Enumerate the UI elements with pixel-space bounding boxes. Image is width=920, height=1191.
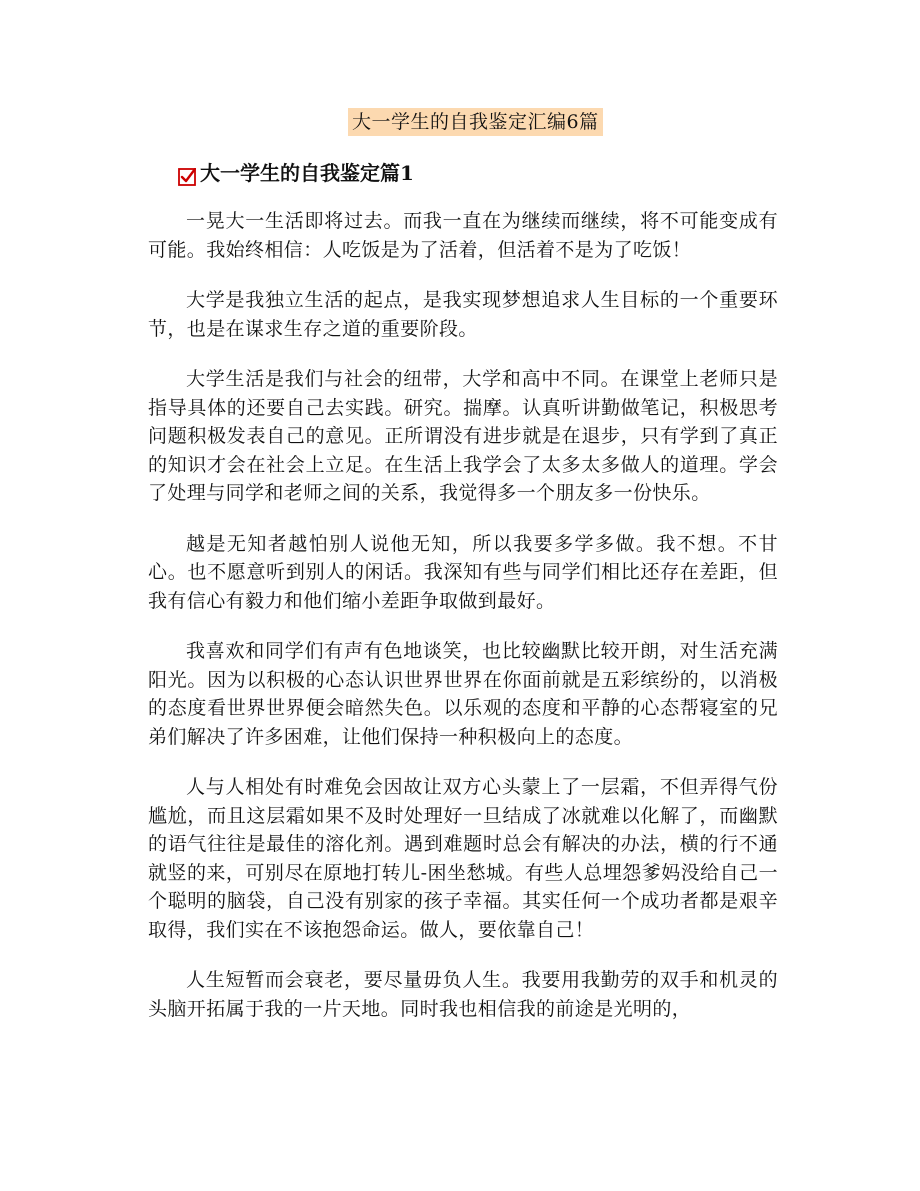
section-heading-text: 大一学生的自我鉴定篇1: [200, 161, 414, 185]
checkbox-checked-icon: [178, 164, 196, 182]
paragraph: 越是无知者越怕别人说他无知，所以我要多学多做。我不想。不甘心。也不愿意听到别人的闲话。我深知有些与同学们相比还存在差距，但我有信心有毅力和他们缩小差距争取做到最好。: [148, 532, 778, 612]
paragraph: 大学是我独立生活的起点，是我实现梦想追求人生目标的一个重要环节，也是在谋求生存之道的重要阶段。: [148, 289, 778, 340]
document-title: 大一学生的自我鉴定汇编6篇: [348, 108, 603, 136]
body-text: [148, 207, 778, 1045]
paragraph: 人与人相处有时难免会因故让双方心头蒙上了一层霜，不但弄得气份尴尬，而且这层霜如果不及时处理好一旦结成了冰就难以化解了，而幽默的语气往往是最佳的溶化剂。遇到难题时总会有解决的办法，横的行不通就竖的来，可别尽在原地打转儿-困坐愁城。有些人总埋怨爹妈没给自己一个聪明的脑袋，自己没有别家的孩子幸福。其实任何一个成功者都是艰辛取得，我们实在不该抱怨命运。做人，要依靠自己！: [148, 776, 778, 941]
section-heading: [178, 158, 414, 188]
paragraph: 一晃大一生活即将过去。而我一直在为继续而继续，将不可能变成有可能。我始终相信：人吃饭是为了活着，但活着不是为了吃饭！: [148, 210, 778, 261]
paragraph: 人生短暂而会衰老，要尽量毋负人生。我要用我勤劳的双手和机灵的头脑开拓属于我的一片天地。同时我也相信我的前途是光明的，: [148, 969, 778, 1020]
paragraph: 我喜欢和同学们有声有色地谈笑，也比较幽默比较开朗，对生活充满阳光。因为以积极的心态认识世界世界在你面前就是五彩缤纷的，以消极的态度看世界世界便会暗然失色。以乐观的态度和平静的心态帮寝室的兄弟们解决了许多困难，让他们保持一种积极向上的态度。: [148, 640, 778, 748]
paragraph: 大学生活是我们与社会的纽带，大学和高中不同。在课堂上老师只是指导具体的还要自己去实践。研究。揣摩。认真听讲勤做笔记，积极思考问题积极发表自己的意见。正所谓没有进步就是在退步，只有学到了真正的知识才会在社会上立足。在生活上我学会了太多太多做人的道理。学会了处理与同学和老师之间的关系，我觉得多一个朋友多一份快乐。: [148, 368, 778, 504]
